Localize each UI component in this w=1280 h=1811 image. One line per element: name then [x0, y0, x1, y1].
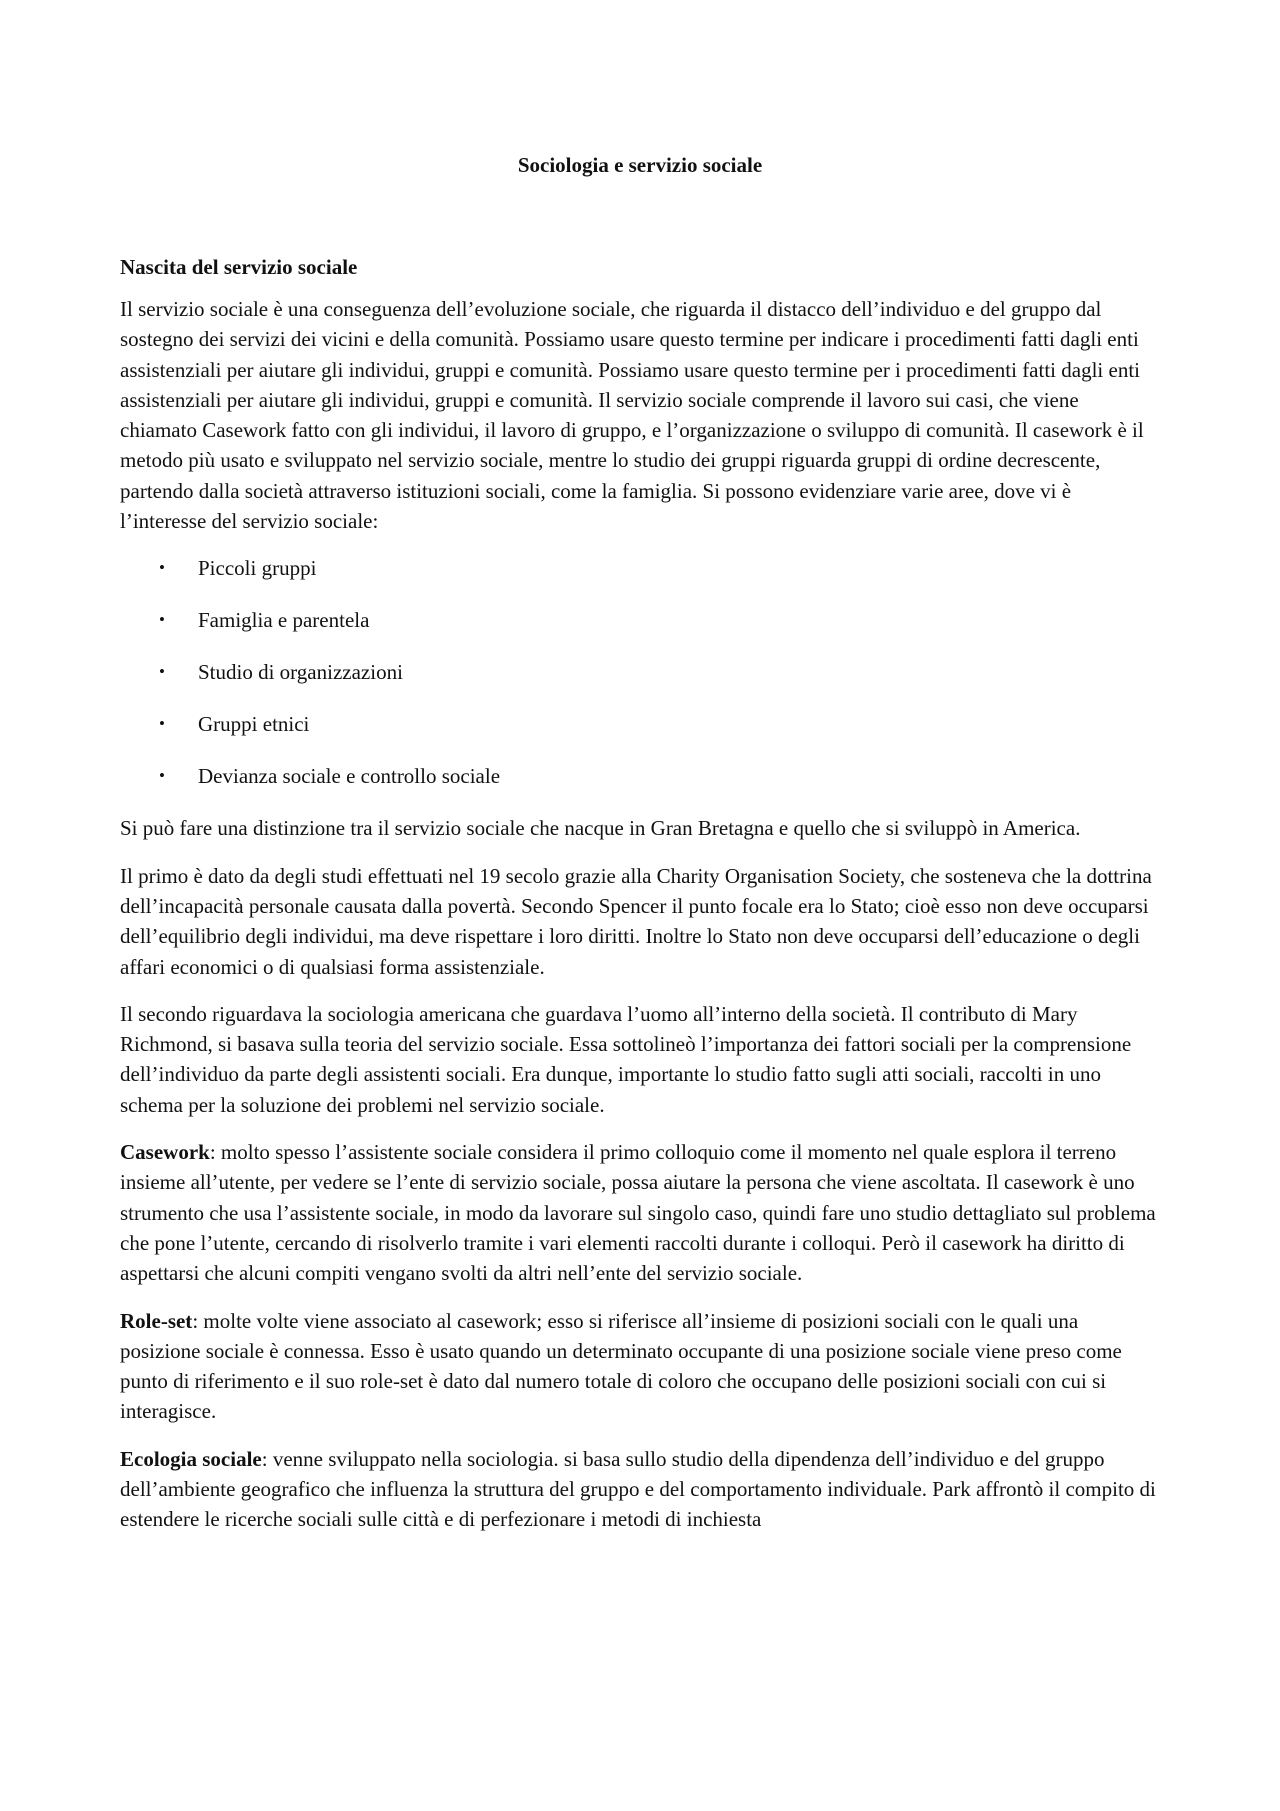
list-item — [120, 657, 1160, 687]
ecologia-paragraph — [120, 1444, 1160, 1535]
list-item — [120, 761, 1160, 791]
distinction-paragraph: Si può fare una distinzione tra il servizio sociale che nacque in Gran Bretagna e quello che si sviluppò in America. — [120, 816, 1081, 841]
section-heading: Nascita del servizio sociale — [120, 255, 358, 279]
areas-bullet-list — [120, 553, 1160, 791]
casework-text: : molto spesso l’assistente sociale considera il primo colloquio come il momento nel quale esplora il terreno insieme all’utente, per vedere se l’ente di servizio sociale, possa aiutare la persona che viene ascoltata. Il casework è uno strumento che usa l’assistente sociale, in modo da lavorare sul singolo caso, quindi fare uno studio dettagliato sul problema che pone l’utente, cercando di risolverlo tramite i vari elementi raccolti durante i colloqui. Però il casework ha diritto di aspettarsi che alcuni compiti vengano svolti da altri nell’ente del servizio sociale. — [120, 1140, 1156, 1286]
list-item-label: Famiglia e parentela — [198, 608, 370, 633]
second-paragraph: Il secondo riguardava la sociologia americana che guardava l’uomo all’interno della società. Il contributo di Mary Richmond, si basava sulla teoria del servizio sociale. Essa sottolineò l’importanza dei fattori sociali per la comprensione dell’individuo da parte degli assistenti sociali. Era dunque, importante lo studio fatto sugli atti sociali, raccolti in uno schema per la soluzione dei problemi nel servizio sociale. — [120, 1001, 1132, 1117]
list-item-label: Studio di organizzazioni — [198, 660, 403, 685]
bullet-icon: • — [159, 766, 165, 786]
bullet-icon: • — [159, 610, 165, 630]
list-item-label: Piccoli gruppi — [198, 556, 317, 581]
bullet-icon: • — [159, 558, 165, 578]
list-item — [120, 605, 1160, 635]
role-set-text: : molte volte viene associato al casework; esso si riferisce all’insieme di posizioni sociali con le quali una posizione sociale è connessa. Esso è usato quando un determinato occupante di una posizione sociale viene preso come punto di riferimento e il suo role-set è dato dal numero totale di coloro che occupano delle posizioni sociali con cui si interagisce. — [120, 1308, 1122, 1424]
ecologia-term: Ecologia sociale — [120, 1446, 262, 1471]
ecologia-text: : venne sviluppato nella sociologia. si basa sullo studio della dipendenza dell’individuo e del gruppo dell’ambiente geografico che influenza la struttura del gruppo e del comportamento individuale. Park affrontò il compito di estendere le ricerche sociali sulle città e di perfezionare i metodi di inchiesta — [120, 1446, 1156, 1532]
role-set-term: Role-set — [120, 1308, 193, 1333]
list-item — [120, 709, 1160, 739]
list-item-label: Devianza sociale e controllo sociale — [198, 764, 501, 789]
casework-paragraph — [120, 1137, 1160, 1288]
document-title: Sociologia e servizio sociale — [517, 153, 763, 177]
list-item — [120, 553, 1160, 583]
first-paragraph: Il primo è dato da degli studi effettuati nel 19 secolo grazie alla Charity Organisation Society, che sosteneva che la dottrina dell’incapacità personale causata dalla povertà. Secondo Spencer il punto focale era lo Stato; cioè esso non deve occuparsi dell’equilibrio degli individui, ma deve rispettare i loro diritti. Inoltre lo Stato non deve occuparsi dell’educazione o degli affari economici o di qualsiasi forma assistenziale. — [120, 863, 1152, 979]
intro-paragraph: Il servizio sociale è una conseguenza dell’evoluzione sociale, che riguarda il distacco dell’individuo e del gruppo dal sostegno dei servizi dei vicini e della comunità. Possiamo usare questo termine per indicare i procedimenti fatti dagli enti assistenziali per aiutare gli individui, gruppi e comunità. Possiamo usare questo termine per i procedimenti fatti dagli enti assistenziali per aiutare gli individui, gruppi e comunità. Il servizio sociale comprende il lavoro sui casi, che viene chiamato Casework fatto con gli individui, il lavoro di gruppo, e l’organizzazione o sviluppo di comunità. Il casework è il metodo più usato e sviluppato nel servizio sociale, mentre lo studio dei gruppi riguarda gruppi di ordine decrescente, partendo dalla società attraverso istituzioni sociali, come la famiglia. Si possono evidenziare varie aree, dove vi è l’interesse del servizio sociale: — [120, 297, 1144, 534]
bullet-icon: • — [159, 714, 165, 734]
list-item-label: Gruppi etnici — [198, 712, 310, 737]
bullet-icon: • — [159, 662, 165, 682]
casework-term: Casework — [120, 1140, 210, 1165]
role-set-paragraph — [120, 1306, 1160, 1427]
